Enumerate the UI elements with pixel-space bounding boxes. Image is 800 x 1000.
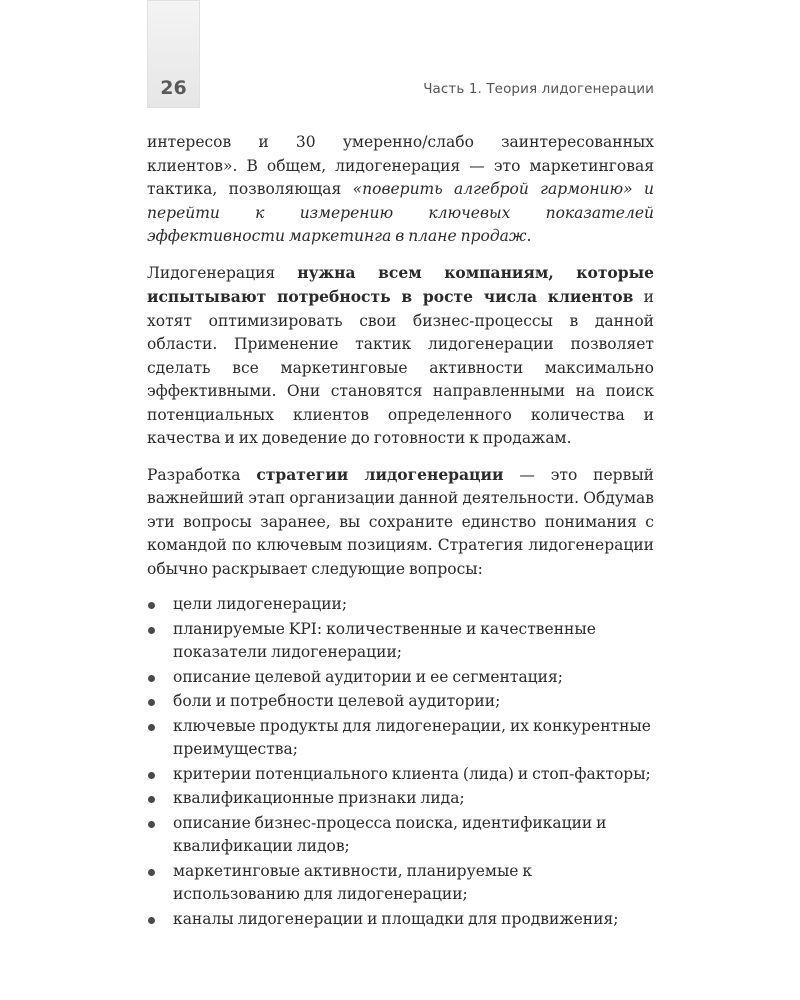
page-number: 26	[160, 77, 187, 99]
list-item	[147, 860, 654, 907]
bullet-icon	[148, 772, 155, 779]
list-item	[147, 763, 654, 787]
paragraph-3-start: Разработка	[147, 465, 257, 484]
paragraph-1-text: интересов и 30 умеренно/слабо заинтересованных клиентов». В общем, лидогенерация — это маркетинговая тактика, позволяющая	[147, 133, 654, 198]
list-item-text: описание целевой аудитории и ее сегментация;	[173, 667, 563, 686]
list-item-text: описание бизнес-процесса поиска, идентификации и квалификации лидов;	[173, 813, 607, 855]
bullet-icon	[148, 821, 155, 828]
list-item	[147, 593, 654, 617]
bullet-icon	[148, 675, 155, 682]
list-item	[147, 618, 654, 665]
list-item-text: ключевые продукты для лидогенерации, их конкурентные преимущества;	[173, 716, 651, 758]
paragraph-2	[147, 261, 654, 451]
list-item	[147, 908, 654, 932]
paragraph-2-start: Лидогенерация	[147, 263, 298, 282]
paragraph-3	[147, 463, 654, 582]
bullet-icon	[148, 724, 155, 731]
paragraph-2-end: и хотят оптимизировать свои бизнес-процессы в данной области. Применение тактик лидогенерации позволяет сделать все маркетинговые активности максимально эффективными. Они становятся направленными на поиск потенциальных клиентов определенного количества и качества и их доведение до готовности к продажам.	[147, 288, 654, 447]
list-item-text: каналы лидогенерации и площадки для продвижения;	[173, 909, 619, 928]
bullet-list	[147, 593, 654, 931]
running-head: Часть 1. Теория лидогенерации	[423, 81, 654, 97]
body-text	[147, 131, 654, 932]
list-item-text: критерии потенциального клиента (лида) и стоп-факторы;	[173, 764, 651, 783]
list-item-text: цели лидогенерации;	[173, 595, 348, 613]
list-item	[147, 690, 654, 714]
paragraph-3-bold: стратегии лидогенерации	[256, 464, 504, 484]
bullet-icon	[148, 602, 155, 609]
bullet-icon	[148, 796, 155, 803]
paragraph-1-italic: «поверить алгеброй гармонию» и перейти к измерению ключевых показателей эффективности маркетинга в плане продаж	[147, 180, 654, 245]
paragraph-1-end: .	[526, 227, 532, 245]
paragraph-1	[147, 131, 654, 249]
list-item-text: квалификационные признаки лида;	[173, 789, 465, 807]
bullet-icon	[148, 627, 155, 634]
paragraph-3-end: — это первый важнейший этап организации данной деятельности. Обдумав эти вопросы заранее, вы сохраните единство понимания с командой по ключевым позициям. Стратегия лидогенерации обычно раскрывает следующие вопросы:	[147, 465, 654, 578]
list-item-text: боли и потребности целевой аудитории;	[173, 692, 501, 710]
list-item-text: планируемые KPI: количественные и качественные показатели лидогенерации;	[173, 619, 596, 661]
list-item	[147, 715, 654, 762]
bullet-icon	[148, 917, 155, 924]
list-item	[147, 812, 654, 859]
bullet-icon	[148, 869, 155, 876]
list-item-text: маркетинговые активности, планируемые к использованию для лидогенерации;	[173, 861, 533, 903]
bullet-icon	[148, 699, 155, 706]
list-item	[147, 666, 654, 690]
paragraph-2-bold: нужна всем компаниям, которые испытывают потребность в росте числа клиентов	[147, 262, 654, 306]
list-item	[147, 787, 654, 811]
